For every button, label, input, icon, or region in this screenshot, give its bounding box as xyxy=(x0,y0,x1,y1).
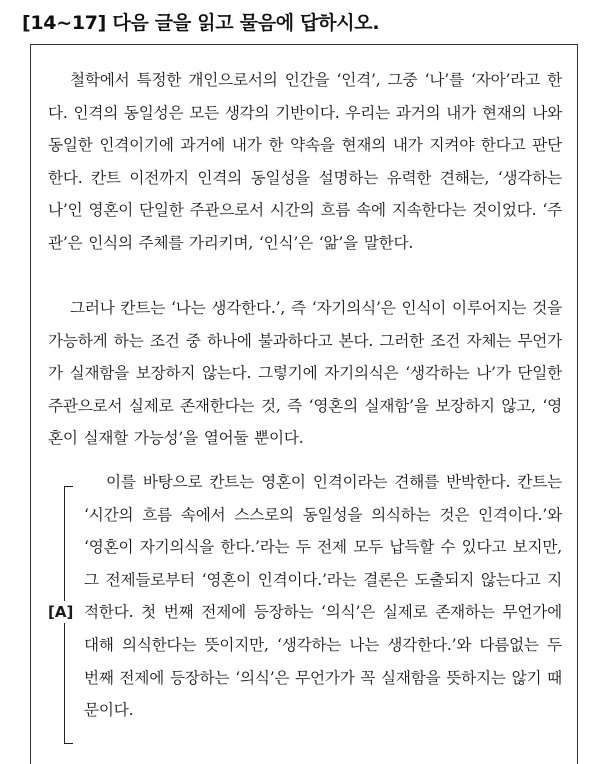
passage-paragraph-3: 이를 바탕으로 칸트는 영혼이 인격이라는 견해를 반박한다. 칸트는 ‘시간의 흐름 속에서 스스로의 동일성을 의식하는 것은 인격이다.’와 ‘영혼이 자기의식을 한다.’라는 두 전제 모두 납득할 수 있다고 보지만, 그 전제들로부터 ‘영혼이 인격이다.’라는 결론은 도출되지 않는다고 지적한다. 첫 번째 전제에 등장하는 ‘의식’은 실제로 존재하는 무언가에 대해 의식한다는 뜻이지만, ‘생각하는 나는 생각한다.’와 다름없는 두 번째 전제에 등장하는 ‘의식’은 무언가가 꼭 실재함을 뜻하지는 않기 때문이다. xyxy=(84,473,562,720)
passage-paragraph-2: 그러나 칸트는 ‘나는 생각한다.’, 즉 ‘자기의식’은 인식이 이루어지는 것을 가능하게 하는 조건 중 하나에 불과하다고 본다. 그러한 조건 자체는 무언가가 실재함을 보장하지 않는다. 그렇기에 자기의식은 ‘생각하는 나’가 단일한 주관으로서 실제로 존재한다는 것, 즉 ‘영혼의 실재함’을 보장하지 않고, ‘영혼이 실재할 가능성’을 열어둘 뿐이다. xyxy=(48,299,562,448)
passage-paragraph-1: 철학에서 특정한 개인으로서의 인간을 ‘인격’, 그중 ‘나’를 ‘자아’라고 한다. 인격의 동일성은 모든 생각의 기반이다. 우리는 과거의 내가 현재의 나와 동일한 인격이기에 과거에 내가 한 약속을 현재의 내가 지켜야 한다고 판단한다. 칸트 이전까지 인격의 동일성을 설명하는 유력한 견해는, ‘생각하는 나’인 영혼이 단일한 주관으로서 시간의 흐름 속에 지속한다는 것이었다. ‘주관’은 인식의 주체를 가리키며, ‘인식’은 ‘앎’을 말한다. xyxy=(48,71,562,252)
question-header: [14~17] 다음 글을 읽고 물음에 답하시오. xyxy=(22,12,380,34)
section-a-label: [A] xyxy=(48,603,74,621)
